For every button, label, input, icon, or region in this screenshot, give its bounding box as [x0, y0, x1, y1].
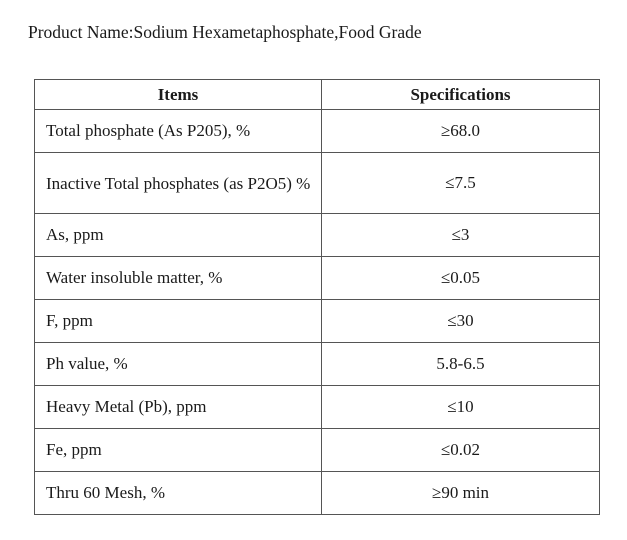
spec-cell: ≤7.5: [322, 153, 600, 214]
table-row: [35, 110, 600, 153]
table-row: [35, 429, 600, 472]
table-row: [35, 214, 600, 257]
spec-cell: ≤10: [322, 386, 600, 429]
item-cell: Heavy Metal (Pb), ppm: [35, 386, 322, 429]
table-row: [35, 472, 600, 515]
spec-cell: ≤30: [322, 300, 600, 343]
spec-cell: ≤0.05: [322, 257, 600, 300]
specifications-table: [34, 79, 600, 515]
table-row: [35, 257, 600, 300]
product-name-title: Product Name:Sodium Hexametaphosphate,Food Grade: [28, 22, 422, 42]
item-cell: Thru 60 Mesh, %: [35, 472, 322, 515]
items-column-header: Items: [35, 80, 322, 110]
item-cell: Inactive Total phosphates (as P2O5) %: [35, 153, 322, 214]
table-header-row: [35, 80, 600, 110]
item-cell: As, ppm: [35, 214, 322, 257]
spec-cell: ≤0.02: [322, 429, 600, 472]
table-row: [35, 300, 600, 343]
item-cell: Total phosphate (As P205), %: [35, 110, 322, 153]
spec-cell: ≥90 min: [322, 472, 600, 515]
item-cell: F, ppm: [35, 300, 322, 343]
spec-cell: ≤3: [322, 214, 600, 257]
item-cell: Fe, ppm: [35, 429, 322, 472]
item-cell: Water insoluble matter, %: [35, 257, 322, 300]
table-row: [35, 153, 600, 214]
spec-cell: 5.8-6.5: [322, 343, 600, 386]
table-row: [35, 386, 600, 429]
specifications-column-header: Specifications: [322, 80, 600, 110]
table-row: [35, 343, 600, 386]
spec-cell: ≥68.0: [322, 110, 600, 153]
item-cell: Ph value, %: [35, 343, 322, 386]
